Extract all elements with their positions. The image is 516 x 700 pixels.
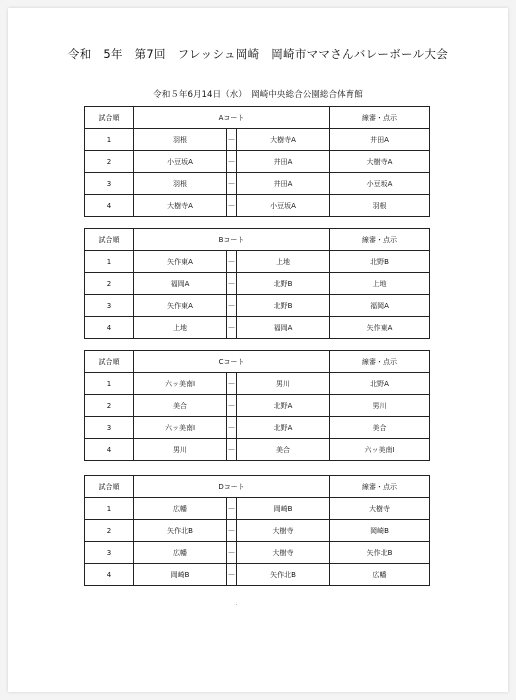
team-2: 大樹寺A [237,129,330,151]
referee-header: 線審・点示 [330,351,430,373]
table-row [85,498,430,520]
versus-dash: － [227,173,237,195]
referee-team: 福岡A [330,295,430,317]
team-1: 小豆坂A [134,151,227,173]
team-2: 男川 [237,373,330,395]
versus-dash: － [227,373,237,395]
table-row [85,273,430,295]
team-2: 美合 [237,439,330,461]
team-1: 羽根 [134,129,227,151]
team-1: 矢作東A [134,251,227,273]
team-1: 美合 [134,395,227,417]
team-1: 大樹寺A [134,195,227,217]
match-number: 3 [85,542,134,564]
match-number: 4 [85,439,134,461]
table-row [85,373,430,395]
referee-team: 北野B [330,251,430,273]
referee-team: 矢作東A [330,317,430,339]
match-number: 2 [85,520,134,542]
team-1: 広幡 [134,542,227,564]
referee-team: 北野A [330,373,430,395]
event-date-venue: 令和５年6月14日（水） 岡崎中央総合公園総合体育館 [153,90,363,100]
table-row [85,195,430,217]
match-number: 4 [85,564,134,586]
team-1: 矢作東A [134,295,227,317]
versus-dash: － [227,317,237,339]
team-1: 矢作北B [134,520,227,542]
team-1: 六ッ美南Ⅰ [134,417,227,439]
match-number: 2 [85,273,134,295]
referee-team: 羽根 [330,195,430,217]
table-header-row [85,476,430,498]
match-number: 1 [85,129,134,151]
match-number: 4 [85,317,134,339]
versus-dash: － [227,251,237,273]
referee-team: 岡崎B [330,520,430,542]
match-number: 1 [85,373,134,395]
table-header-row [85,351,430,373]
team-2: 上地 [237,251,330,273]
referee-team: 井田A [330,129,430,151]
match-number: 3 [85,417,134,439]
court-a-schedule-table [84,106,430,217]
referee-team: 矢作北B [330,542,430,564]
team-1: 岡崎B [134,564,227,586]
table-header-row [85,107,430,129]
scan-speck [236,604,237,605]
versus-dash: － [227,395,237,417]
team-2: 北野A [237,417,330,439]
team-2: 井田A [237,173,330,195]
court-name: Cコート [134,351,330,373]
order-header: 試合順 [85,351,134,373]
order-header: 試合順 [85,107,134,129]
match-number: 1 [85,251,134,273]
versus-dash: － [227,129,237,151]
court-d-schedule-table [84,475,430,586]
table-header-row [85,229,430,251]
team-2: 岡崎B [237,498,330,520]
versus-dash: － [227,439,237,461]
team-1: 福岡A [134,273,227,295]
referee-team: 大樹寺 [330,498,430,520]
match-number: 2 [85,395,134,417]
table-row [85,295,430,317]
table-row [85,173,430,195]
versus-dash: － [227,498,237,520]
versus-dash: － [227,520,237,542]
table-row [85,317,430,339]
page-title: 令和 5年 第7回 フレッシュ岡崎 岡崎市ママさんバレーボール大会 [68,47,448,61]
table-row [85,395,430,417]
court-c-schedule-table [84,350,430,461]
team-2: 北野B [237,273,330,295]
table-row [85,251,430,273]
versus-dash: － [227,151,237,173]
versus-dash: － [227,417,237,439]
team-2: 北野B [237,295,330,317]
referee-team: 美合 [330,417,430,439]
table-row [85,520,430,542]
team-2: 大樹寺 [237,542,330,564]
referee-team: 六ッ美南Ⅰ [330,439,430,461]
team-2: 矢作北B [237,564,330,586]
court-name: Aコート [134,107,330,129]
referee-header: 線審・点示 [330,107,430,129]
referee-header: 線審・点示 [330,476,430,498]
referee-header: 線審・点示 [330,229,430,251]
referee-team: 上地 [330,273,430,295]
versus-dash: － [227,542,237,564]
table-row [85,542,430,564]
order-header: 試合順 [85,229,134,251]
match-number: 1 [85,498,134,520]
table-row [85,439,430,461]
referee-team: 小豆坂A [330,173,430,195]
team-2: 小豆坂A [237,195,330,217]
versus-dash: － [227,195,237,217]
match-number: 4 [85,195,134,217]
referee-team: 広幡 [330,564,430,586]
court-name: Bコート [134,229,330,251]
team-1: 六ッ美南Ⅰ [134,373,227,395]
table-row [85,417,430,439]
table-row [85,151,430,173]
court-name: Dコート [134,476,330,498]
team-1: 上地 [134,317,227,339]
team-2: 北野A [237,395,330,417]
document-page [8,8,508,692]
team-1: 羽根 [134,173,227,195]
team-1: 男川 [134,439,227,461]
versus-dash: － [227,295,237,317]
match-number: 3 [85,295,134,317]
order-header: 試合順 [85,476,134,498]
versus-dash: － [227,273,237,295]
team-2: 井田A [237,151,330,173]
team-2: 福岡A [237,317,330,339]
table-row [85,564,430,586]
referee-team: 大樹寺A [330,151,430,173]
versus-dash: － [227,564,237,586]
match-number: 3 [85,173,134,195]
team-2: 大樹寺 [237,520,330,542]
team-1: 広幡 [134,498,227,520]
match-number: 2 [85,151,134,173]
referee-team: 男川 [330,395,430,417]
court-b-schedule-table [84,228,430,339]
table-row [85,129,430,151]
